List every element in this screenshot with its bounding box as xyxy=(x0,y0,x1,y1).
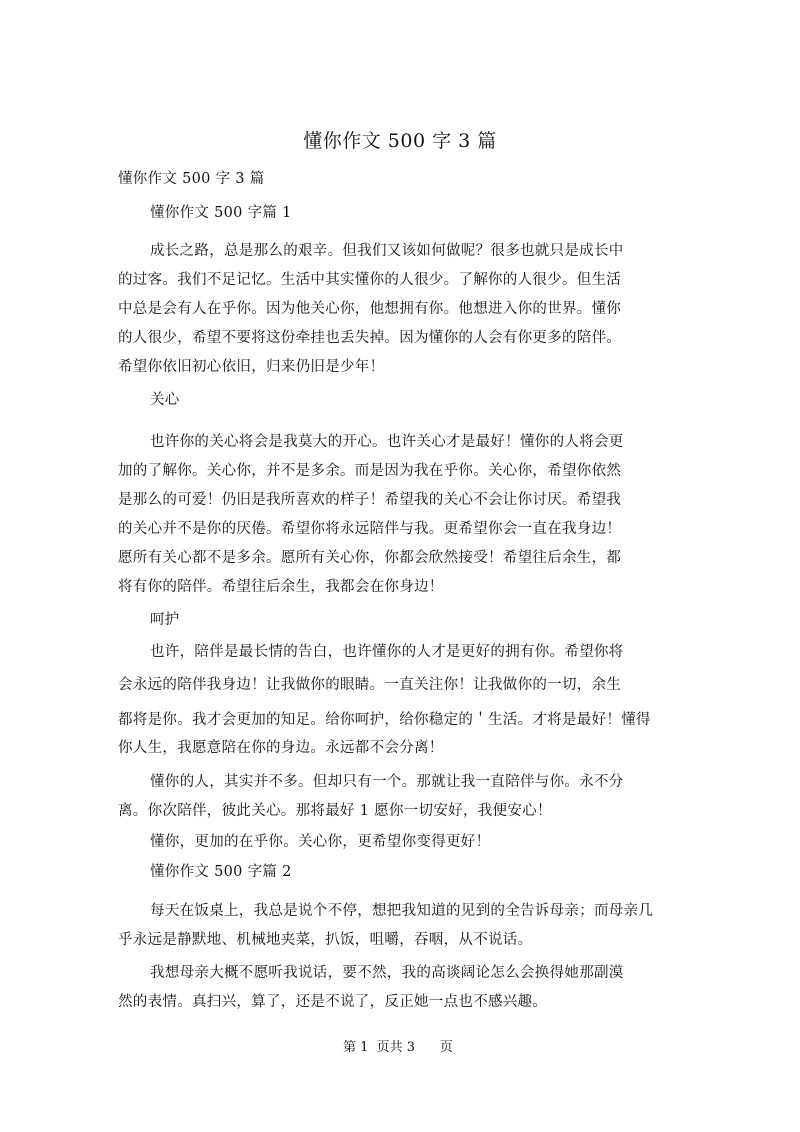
document-title: 懂你作文 500 字 3 篇 xyxy=(303,130,497,152)
paragraph-line: 乎永远是静默地、机械地夹菜，扒饭，咀嚼，吞咽，从不说话。 xyxy=(118,932,533,948)
page-footer: 第 1 页共 3 页 xyxy=(343,1040,453,1055)
paragraph-line: 会永远的陪伴我身边！让我做你的眼睛。一直关注你！让我做你的一切，余生 xyxy=(118,677,622,693)
document-subtitle: 懂你作文 500 字 3 篇 xyxy=(118,171,265,187)
paragraph-line: 离。你次陪伴，彼此关心。那将最好 1 愿你一切安好，我便安心！ xyxy=(118,803,552,819)
paragraph-line: 的人很少，希望不要将这份牵挂也丢失掉。因为懂你的人会有你更多的陪伴。 xyxy=(118,330,622,346)
paragraph-line: 都将是你。我才会更加的知足。给你呵护，给你稳定的＇生活。才将是最好！懂得 xyxy=(118,712,651,728)
paragraph-line: 我想母亲大概不愿听我说话，要不然，我的高谈阔论怎么会换得她那副漠 xyxy=(150,965,624,981)
paragraph-line: 也许，陪伴是最长情的告白，也许懂你的人才是更好的拥有你。希望你将 xyxy=(150,644,624,660)
paragraph-line: 也许你的关心将会是我莫大的开心。也许关心才是最好！懂你的人将会更 xyxy=(150,434,624,450)
paragraph-line: 是那么的可爱！仍旧是我所喜欢的样子！希望我的关心不会让你讨厌。希望我 xyxy=(118,492,622,508)
paragraph-line: 中总是会有人在乎你。因为他关心你，他想拥有你。他想进入你的世界。懂你 xyxy=(118,301,622,317)
paragraph-line: 你人生，我愿意陪在你的身边。永远都不会分离！ xyxy=(118,740,444,756)
paragraph-line: 的过客。我们不足记忆。生活中其实懂你的人很少。了解你的人很少。但生活 xyxy=(118,272,622,288)
section-heading-2: 懂你作文 500 字篇 2 xyxy=(150,864,292,880)
paragraph-line: 成长之路，总是那么的艰辛。但我们又该如何做呢？很多也就只是成长中 xyxy=(150,243,624,259)
section-heading-1: 懂你作文 500 字篇 1 xyxy=(150,205,292,221)
paragraph-line: 懂你，更加的在乎你。关心你，更希望你变得更好！ xyxy=(150,834,491,850)
paragraph-line: 每天在饭桌上，我总是说个不停，想把我知道的见到的全告诉母亲；而母亲几 xyxy=(150,903,654,919)
paragraph-line: 愿所有关心都不是多余。愿所有关心你，你都会欣然接受！希望往后余生，都 xyxy=(118,550,622,566)
paragraph-line: 将有你的陪伴。希望往后余生，我都会在你身边！ xyxy=(118,579,444,595)
heading-guanxin: 关心 xyxy=(150,392,180,408)
heading-hehu: 呵护 xyxy=(150,612,180,628)
paragraph-line: 懂你的人，其实并不多。但却只有一个。那就让我一直陪伴与你。永不分 xyxy=(150,774,624,790)
paragraph-line: 然的表情。真扫兴，算了，还是不说了，反正她一点也不感兴趣。 xyxy=(118,994,548,1010)
paragraph-line: 加的了解你。关心你，并不是多余。而是因为我在乎你。关心你，希望你依然 xyxy=(118,463,622,479)
paragraph-line: 希望你依旧初心依旧，归来仍旧是少年！ xyxy=(118,359,385,375)
paragraph-line: 的关心并不是你的厌倦。希望你将永远陪伴与我。更希望你会一直在我身边！ xyxy=(118,521,622,537)
